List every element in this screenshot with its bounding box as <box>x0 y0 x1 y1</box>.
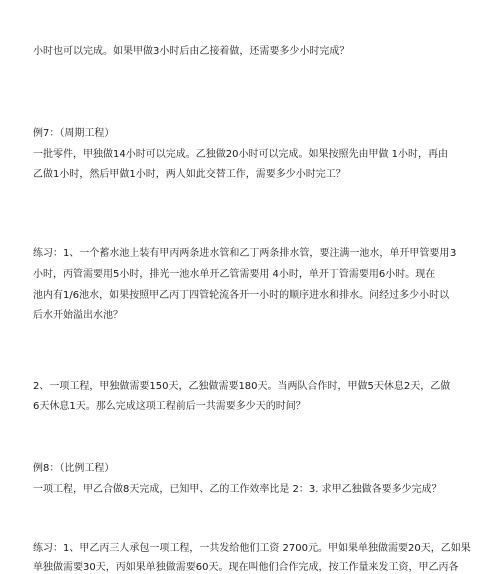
page-number: 3 <box>450 248 457 259</box>
exercise-1-line-3: 池内有1/6池水，如果按照甲乙丙丁四管轮流各开一小时的顺序进水和排水。问经过多少小时以 <box>33 290 450 301</box>
example-7-heading: 例7：（周期工程） <box>33 128 115 139</box>
exercise-3-line-1: 练习：1、甲乙丙三人承包一项工程，一共发给他们工资 2700元。甲如果单独做需要20天，乙如果 <box>33 543 471 554</box>
example-8-line-1: 一项工程，甲乙合做8天完成，已知甲、乙的工作效率比是 2：3. 求甲乙独做各要多少完成？ <box>33 484 442 495</box>
text-line-continuation: 小时也可以完成。如果甲做3小时后由乙接着做，还需要多少小时完成？ <box>33 46 350 57</box>
exercise-1-line-2: 小时，丙管需要用5小时，排光一池水单开乙管需要用 4小时，单开丁管需要用6小时。现在 <box>33 269 436 280</box>
example-7-line-2: 乙做1小时，然后甲做1小时，两人如此交替工作，需要多少小时完工？ <box>33 169 346 180</box>
exercise-2-line-2: 6天休息1天。那么完成这项工程前后一共需要多少天的时间？ <box>33 401 306 412</box>
example-7-line-1: 一批零件，甲独做14小时可以完成。乙独做20小时可以完成。如果按照先由甲做 1小时，再由 <box>33 149 448 160</box>
exercise-3-line-2: 单独做需要30天，丙如果单独做需要60天。现在叫他们合作完成，按工作量来发工资，甲乙丙各 <box>33 562 459 573</box>
exercise-2-line-1: 2、一项工程，甲独做需要150天，乙独做需要180天。当两队合作时，甲做5天休息2天，乙做 <box>33 381 451 392</box>
exercise-1-line-1: 练习：1、一个蓄水池上装有甲丙两条进水管和乙丁两条排水管，要注满一池水，单开甲管要用 <box>33 248 450 259</box>
exercise-1-line-4: 后水开始溢出水池？ <box>33 310 123 321</box>
example-8-heading: 例8：（比例工程） <box>33 463 115 474</box>
